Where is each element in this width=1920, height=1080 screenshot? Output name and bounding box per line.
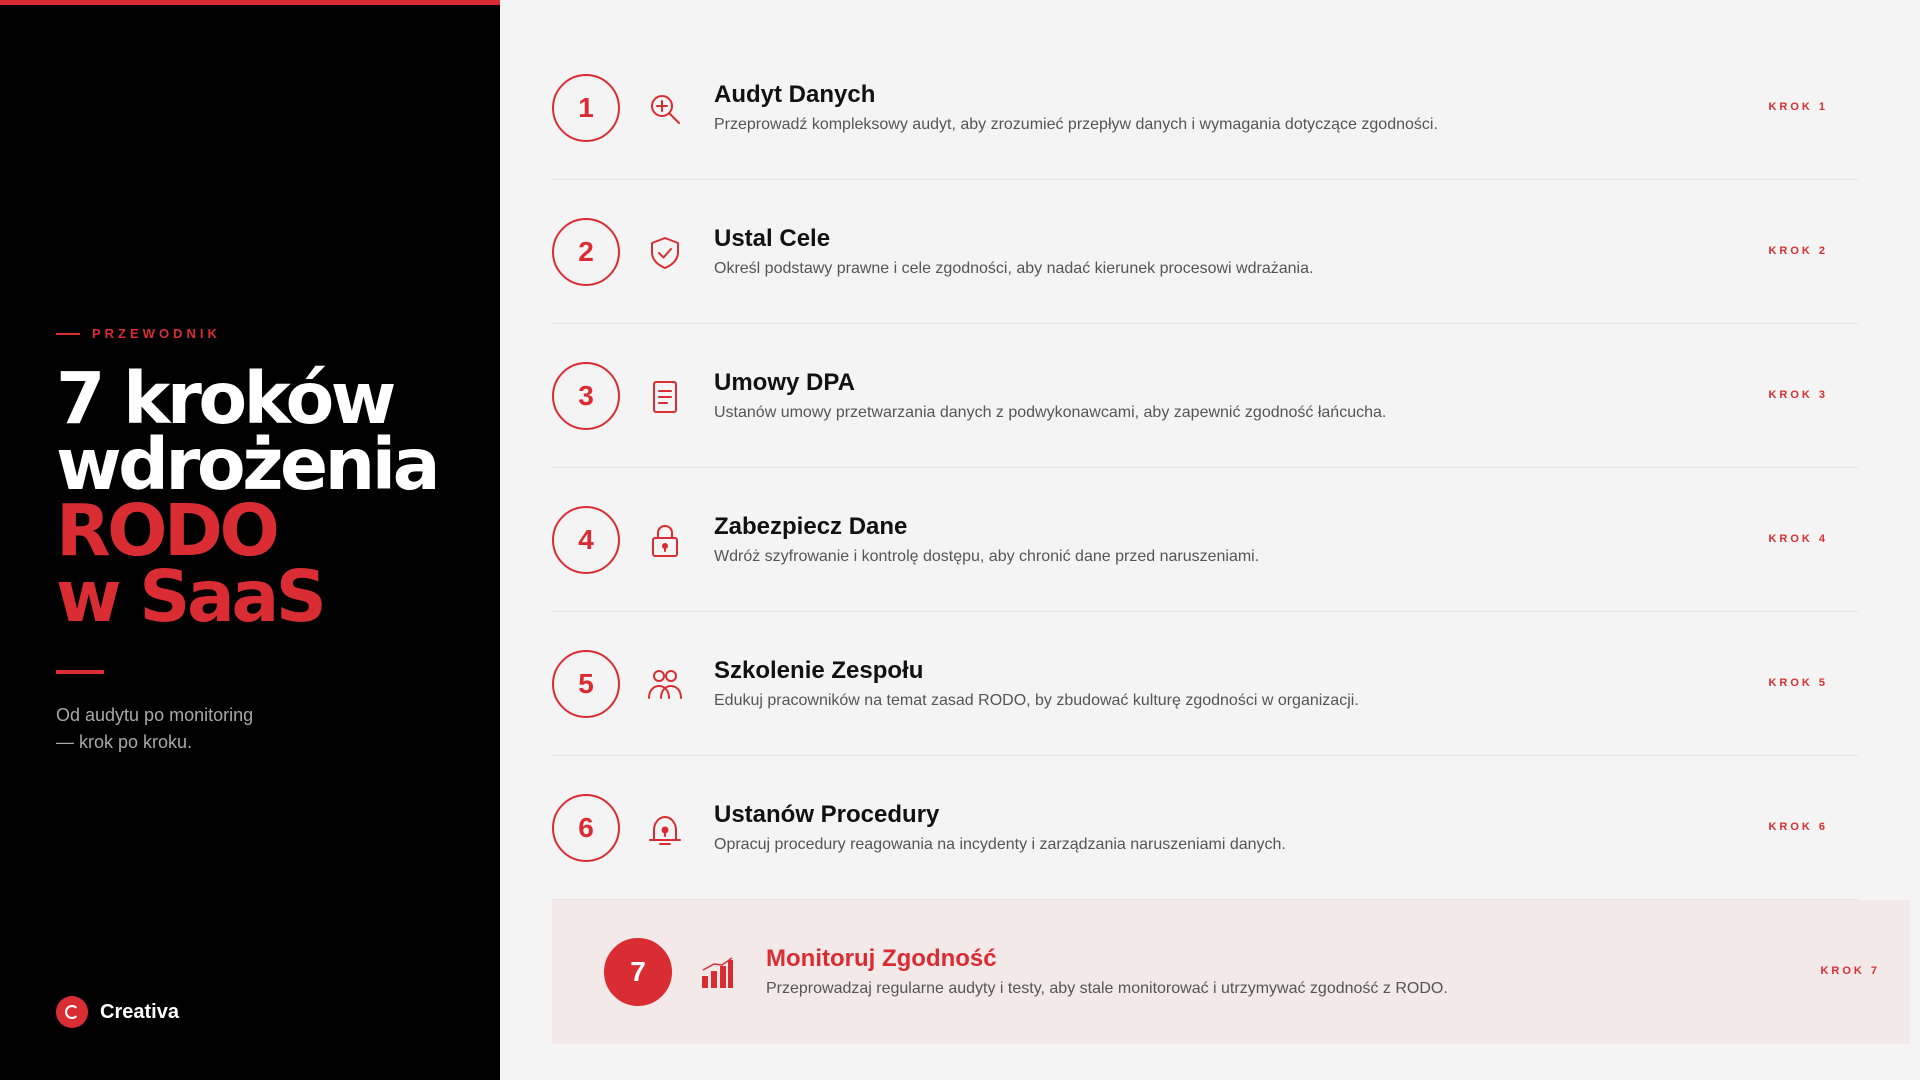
- page-title: [56, 357, 437, 638]
- step-tag: KROK 1: [1768, 101, 1828, 113]
- step-description: Wdróż szyfrowanie i kontrolę dostępu, aby chronić dane przed naruszeniami.: [714, 548, 1260, 565]
- step-title: Monitoruj Zgodność: [766, 945, 997, 972]
- eyebrow-label: PRZEWODNIK: [92, 326, 221, 341]
- step-row: [552, 756, 1858, 900]
- title-line-4: w SaaS: [56, 555, 324, 638]
- bar-chart-icon: [700, 956, 734, 990]
- step-number: 4: [552, 506, 620, 574]
- brand: [56, 996, 179, 1028]
- step-description: Określ podstawy prawne i cele zgodności, aby nadać kierunek procesowi wdrażania.: [714, 260, 1314, 277]
- step-title: Ustanów Procedury: [714, 801, 940, 828]
- step-tag: KROK 6: [1768, 821, 1828, 833]
- step-title: Audyt Danych: [714, 81, 876, 108]
- step-row-active: [552, 900, 1910, 1044]
- step-description: Edukuj pracowników na temat zasad RODO, by zbudować kulturę zgodności w organizacji.: [714, 692, 1359, 709]
- step-row: [552, 612, 1858, 756]
- step-row: [552, 468, 1858, 612]
- title-line-2: wdrożenia: [56, 423, 437, 506]
- steps-list: [552, 36, 1880, 1044]
- left-panel: [0, 0, 500, 1080]
- document-icon: [648, 380, 682, 414]
- shield-check-icon: [648, 236, 682, 270]
- lock-icon: [648, 524, 682, 558]
- step-title: Zabezpiecz Dane: [714, 513, 908, 540]
- subtitle-line-1: Od audytu po monitoring: [56, 705, 254, 725]
- step-number: 1: [552, 74, 620, 142]
- step-number: 3: [552, 362, 620, 430]
- step-row: [552, 36, 1858, 180]
- step-tag: KROK 7: [1820, 965, 1880, 977]
- step-description: Ustanów umowy przetwarzania danych z podwykonawcami, aby zapewnić zgodność łańcucha.: [714, 404, 1387, 421]
- step-number: 6: [552, 794, 620, 862]
- step-description: Opracuj procedury reagowania na incydenty i zarządzania naruszeniami danych.: [714, 836, 1286, 853]
- step-description: Przeprowadź kompleksowy audyt, aby zrozumieć przepływ danych i wymagania dotyczące zgodności.: [714, 116, 1438, 133]
- accent-bar: [0, 0, 500, 5]
- title-line-3: RODO: [56, 489, 277, 572]
- step-row: [552, 324, 1858, 468]
- alarm-icon: [648, 812, 682, 846]
- subtitle-line-2: — krok po kroku.: [56, 732, 193, 752]
- title-underline: [56, 670, 104, 674]
- step-tag: KROK 2: [1768, 245, 1828, 257]
- title-line-1: 7 kroków: [56, 357, 393, 440]
- step-title: Umowy DPA: [714, 369, 855, 396]
- brand-name: Creativa: [100, 1000, 179, 1023]
- eyebrow-dash: [56, 333, 80, 335]
- step-description: Przeprowadzaj regularne audyty i testy, aby stale monitorować i utrzymywać zgodność z RODO.: [766, 980, 1448, 997]
- step-row: [552, 180, 1858, 324]
- search-plus-icon: [648, 92, 682, 126]
- step-tag: KROK 4: [1768, 533, 1828, 545]
- step-number: 2: [552, 218, 620, 286]
- step-tag: KROK 5: [1768, 677, 1828, 689]
- eyebrow: [56, 326, 221, 341]
- step-number: 5: [552, 650, 620, 718]
- step-tag: KROK 3: [1768, 389, 1828, 401]
- brand-logo-icon: [56, 996, 88, 1028]
- subtitle: [56, 702, 253, 756]
- step-title: Ustal Cele: [714, 225, 831, 252]
- step-title: Szkolenie Zespołu: [714, 657, 924, 684]
- users-icon: [648, 668, 682, 702]
- step-number: 7: [604, 938, 672, 1006]
